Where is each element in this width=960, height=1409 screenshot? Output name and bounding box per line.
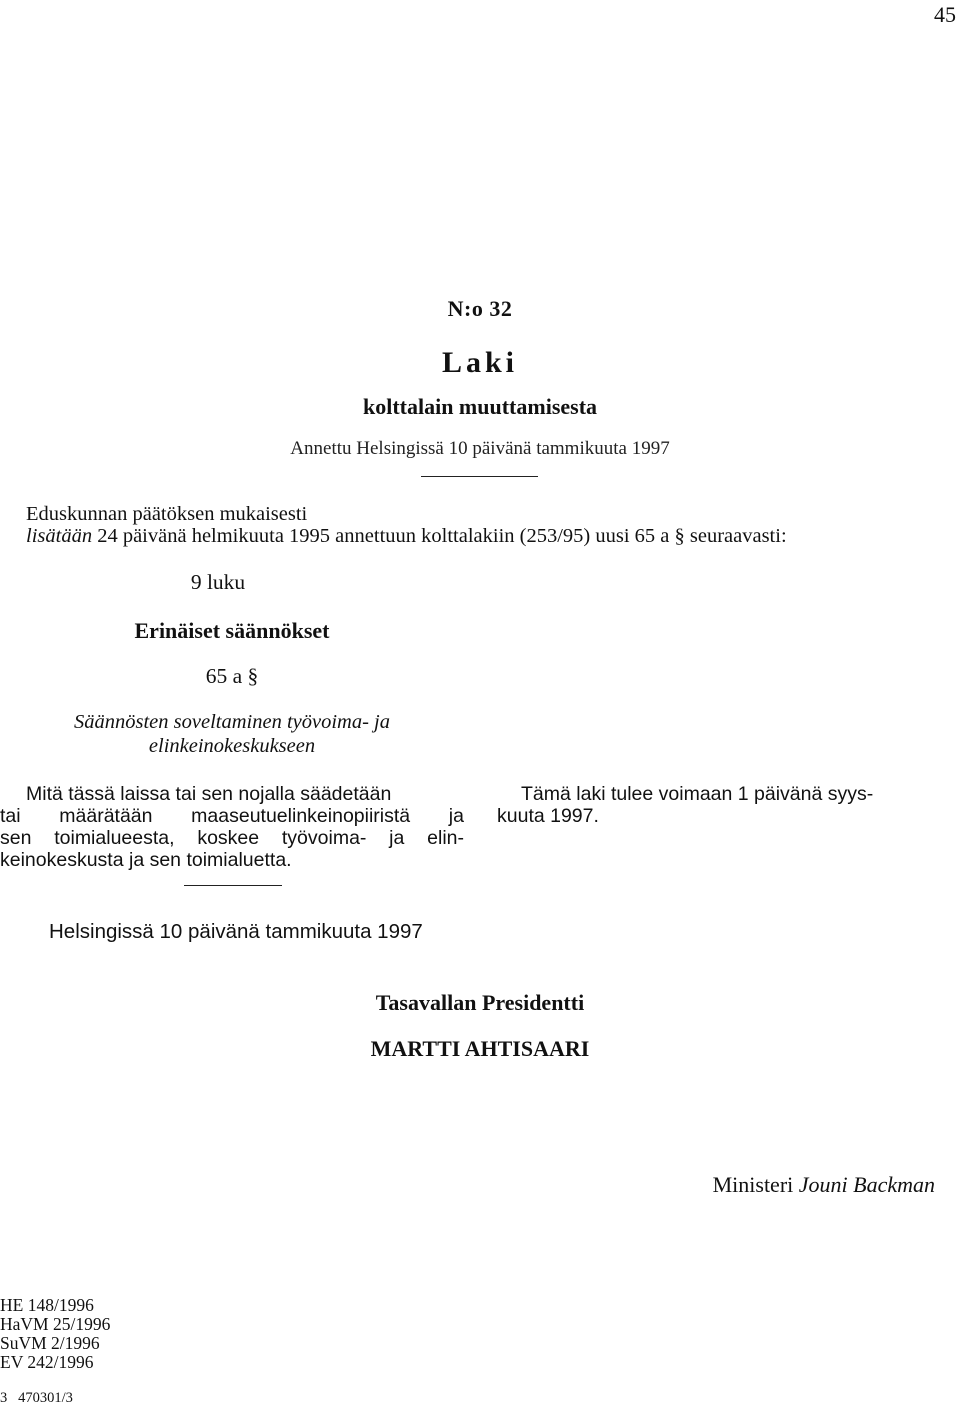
section-body-line: keinokeskusta ja sen toimialuetta. <box>0 849 292 871</box>
reference-item: HE 148/1996 <box>0 1295 94 1315</box>
entry-into-force-line: kuuta 1997. <box>497 805 599 827</box>
chapter-number: 9 luku <box>190 570 246 594</box>
signer-name: MARTTI AHTISAARI <box>370 1036 590 1061</box>
page-number: 45 <box>934 2 956 27</box>
header-divider <box>421 476 538 477</box>
section-body-line: sen toimialueesta, koskee työvoima- ja elin- <box>0 827 464 849</box>
section-body-line: tai määrätään maaseutuelinkeinopiiristä ja <box>0 805 464 827</box>
document-number: N:o 32 <box>447 296 513 321</box>
section-number: 65 a § <box>205 664 259 688</box>
reference-item: EV 242/1996 <box>0 1352 94 1372</box>
minister-signature <box>713 1172 935 1198</box>
entry-into-force-line: Tämä laki tulee voimaan 1 päivänä syys- <box>521 783 874 805</box>
preamble-amendment-line <box>26 525 787 548</box>
signer-title: Tasavallan Presidentti <box>375 990 585 1015</box>
amendment-text: 24 päivänä helmikuuta 1995 annettuun kolttalakiin (253/95) uusi 65 a § seuraavasti: <box>92 525 787 547</box>
section-body-line: Mitä tässä laissa tai sen nojalla säädetään <box>26 783 392 805</box>
chapter-title: Erinäiset säännökset <box>134 618 330 643</box>
minister-name: Jouni Backman <box>798 1172 935 1197</box>
amendment-verb: lisätään <box>26 525 93 547</box>
minister-label: Ministeri <box>712 1172 794 1197</box>
print-code: 3 470301/3 <box>0 1390 73 1406</box>
document-type-title: Laki <box>441 346 519 379</box>
reference-item: HaVM 25/1996 <box>0 1314 111 1334</box>
section-end-divider <box>184 885 282 886</box>
reference-item: SuVM 2/1996 <box>0 1333 100 1353</box>
issued-line: Annettu Helsingissä 10 päivänä tammikuuta 1997 <box>290 438 670 459</box>
section-title-line: elinkeinokeskukseen <box>148 735 316 757</box>
place-date: Helsingissä 10 päivänä tammikuuta 1997 <box>49 920 423 943</box>
document-subject: kolttalain muuttamisesta <box>362 394 598 419</box>
preamble-line: Eduskunnan päätöksen mukaisesti <box>26 503 308 525</box>
section-title-line: Säännösten soveltaminen työvoima- ja <box>74 711 390 733</box>
